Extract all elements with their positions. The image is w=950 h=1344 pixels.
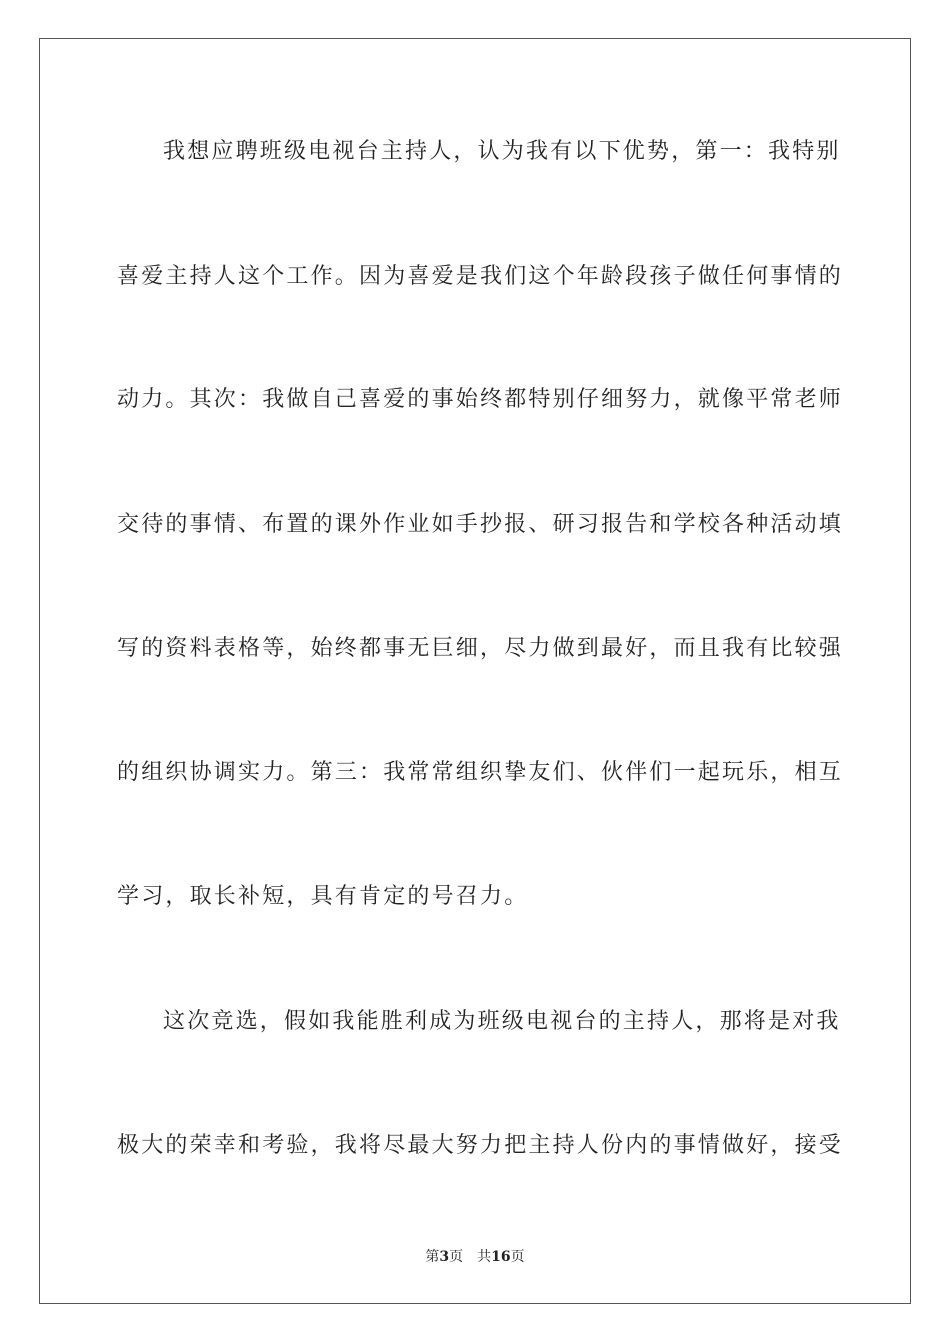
paragraph-2-line-1: 这次竞选，假如我能胜利成为班级电视台的主持人，那将是对我 — [163, 1009, 841, 1034]
paragraph-1-line-3: 动力。其次：我做自己喜爱的事始终都特别仔细努力，就像平常老师 — [117, 387, 844, 412]
paragraph-1-line-1: 我想应聘班级电视台主持人，认为我有以下优势，第一：我特别 — [163, 139, 841, 164]
paragraph-1-line-6: 的组织协调实力。第三：我常常组织挚友们、伙伴们一起玩乐，相互 — [117, 760, 844, 785]
page-prefix: 第 — [425, 1249, 440, 1265]
page-number: 3 — [439, 1249, 450, 1265]
total-pages: 16 — [491, 1249, 511, 1265]
paragraph-1-line-2: 喜爱主持人这个工作。因为喜爱是我们这个年龄段孩子做任何事情的 — [117, 264, 844, 289]
total-prefix: 共 — [477, 1249, 492, 1265]
paragraph-1-line-4: 交待的事情、布置的课外作业如手抄报、研习报告和学校各种活动填 — [117, 512, 844, 537]
page-border — [39, 38, 911, 1304]
paragraph-1-line-5: 写的资料表格等，始终都事无巨细，尽力做到最好，而且我有比较强 — [117, 636, 844, 661]
paragraph-2-line-2: 极大的荣幸和考验，我将尽最大努力把主持人份内的事情做好，接受 — [117, 1133, 844, 1158]
page-suffix: 页 — [449, 1249, 464, 1265]
paragraph-1-line-7: 学习，取长补短，具有肯定的号召力。 — [117, 884, 529, 909]
page-footer — [0, 1248, 950, 1266]
total-suffix: 页 — [510, 1249, 525, 1265]
